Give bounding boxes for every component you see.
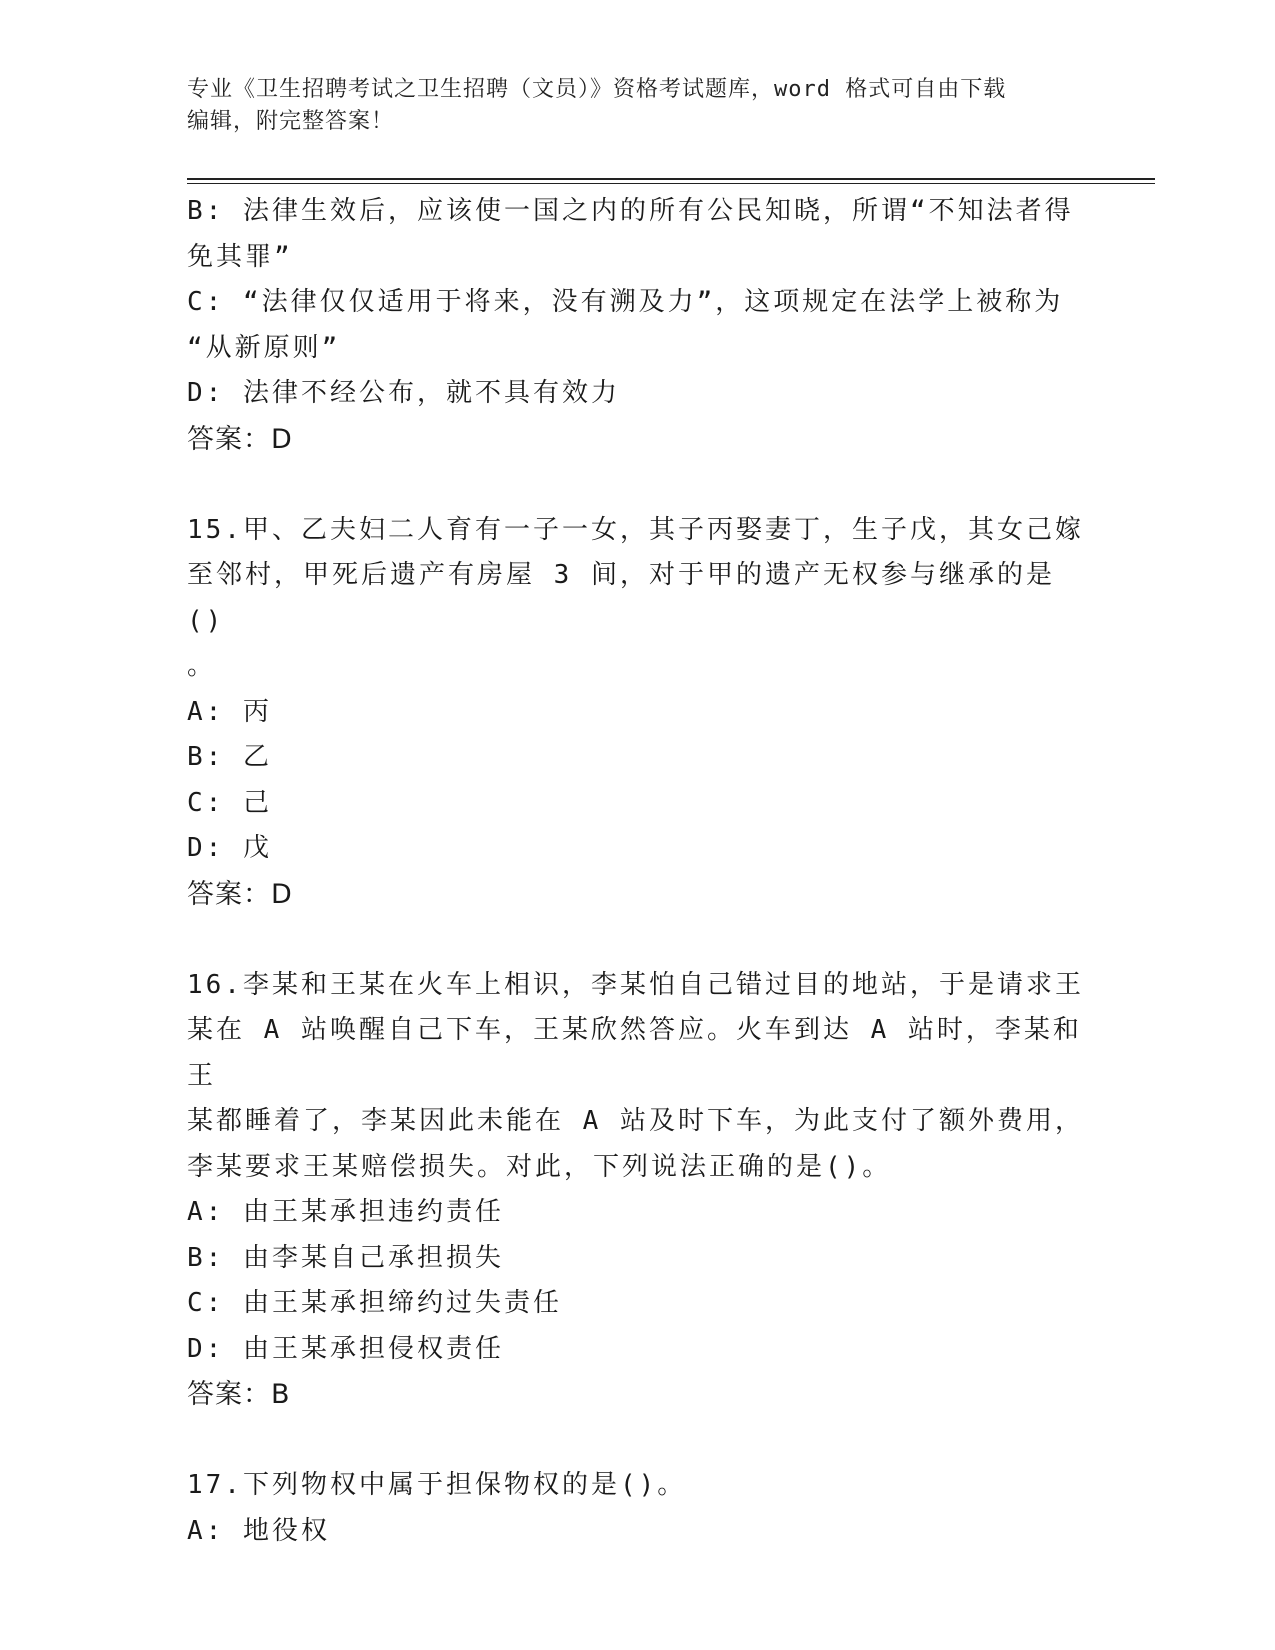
header-line-2: 编辑，附完整答案！ <box>187 109 395 134</box>
question-15-stem-line-3: 。 <box>187 651 217 681</box>
option-b: B: 乙 <box>187 742 272 772</box>
header-divider-thin <box>187 183 1155 184</box>
question-14-tail <box>187 189 1087 462</box>
option-b-line-2: 免其罪” <box>187 241 293 272</box>
option-b: B: 由李某自己承担损失 <box>187 1242 504 1273</box>
question-15 <box>187 508 1087 918</box>
question-16-stem-line-4: 李某要求王某赔偿损失。对此，下列说法正确的是()。 <box>187 1151 892 1182</box>
option-d: D: 法律不经公布，就不具有效力 <box>187 378 620 408</box>
option-d: D: 由王某承担侵权责任 <box>187 1333 504 1364</box>
option-c: C: 由王某承担缔约过失责任 <box>187 1288 562 1318</box>
option-a: A: 丙 <box>187 696 272 727</box>
question-17 <box>187 1463 1087 1554</box>
question-17-stem-line-1: 17.下列物权中属于担保物权的是()。 <box>187 1470 687 1500</box>
option-c: C: 己 <box>187 787 272 818</box>
spacer <box>187 462 1087 508</box>
question-16-stem-line-2: 某在 A 站唤醒自己下车，王某欣然答应。火车到达 A 站时，李某和王 <box>187 1015 1082 1091</box>
option-c-line-1: C: “法律仅仅适用于将来，没有溯及力”，这项规定在法学上被称为 <box>187 287 1064 317</box>
document-header <box>187 74 1087 138</box>
answer: 答案：D <box>187 423 293 455</box>
question-16 <box>187 963 1087 1418</box>
spacer <box>187 1418 1087 1464</box>
option-d: D: 戊 <box>187 833 272 863</box>
answer: 答案：B <box>187 1379 291 1410</box>
question-15-stem-line-1: 15.甲、乙夫妇二人育有一子一女，其子丙娶妻丁，生子戊，其女己嫁 <box>187 514 1084 545</box>
question-16-stem-line-3: 某都睡着了，李某因此未能在 A 站及时下车，为此支付了额外费用， <box>187 1106 1084 1136</box>
question-15-stem-line-2: 至邻村，甲死后遗产有房屋 3 间，对于甲的遗产无权参与继承的是() <box>187 560 1055 636</box>
question-content <box>187 189 1087 1554</box>
option-c-line-2: “从新原则” <box>187 332 341 363</box>
option-a: A: 由王某承担违约责任 <box>187 1197 504 1227</box>
option-a: A: 地役权 <box>187 1515 330 1546</box>
header-divider-thick <box>187 178 1155 180</box>
answer: 答案：D <box>187 878 293 910</box>
question-16-stem-line-1: 16.李某和王某在火车上相识，李某怕自己错过目的地站，于是请求王 <box>187 969 1084 1000</box>
header-line-1: 专业《卫生招聘考试之卫生招聘（文员）》资格考试题库，word 格式可自由下载 <box>187 77 1007 102</box>
spacer <box>187 917 1087 963</box>
option-b-line-1: B: 法律生效后，应该使一国之内的所有公民知晓，所谓“不知法者得 <box>187 196 1074 226</box>
